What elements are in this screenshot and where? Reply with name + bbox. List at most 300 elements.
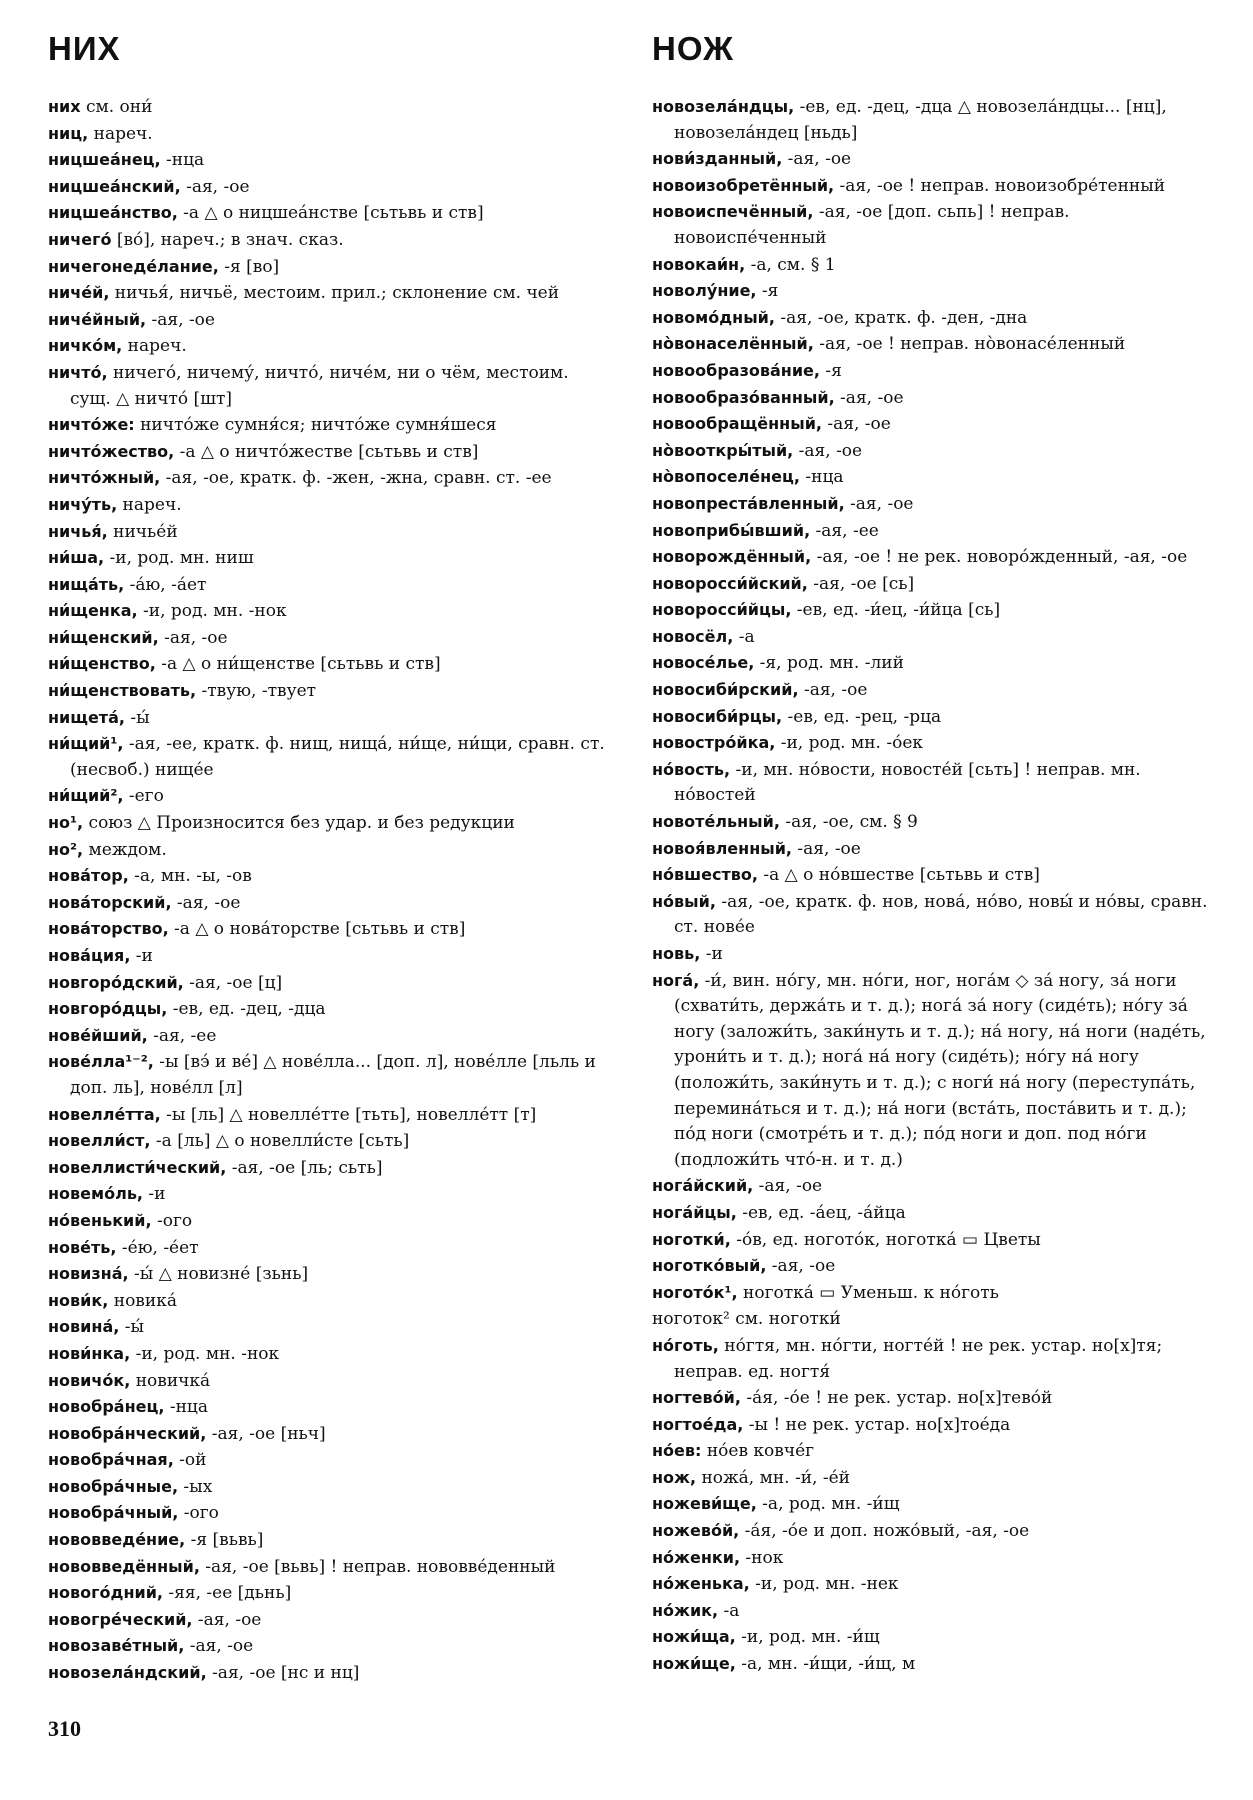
dictionary-entry	[48, 1500, 613, 1527]
dictionary-entry	[652, 1651, 1217, 1678]
headword: ножи́ще,	[652, 1654, 736, 1674]
dictionary-entry	[48, 307, 613, 334]
headword: новелли́ст,	[48, 1131, 151, 1151]
entry-body: -ая, -ое, кратк. ф. -жен, -жна, сравн. ст. -ее	[160, 468, 552, 489]
entry-body: -ев, ед. -рец, -рца	[782, 706, 942, 727]
headword: но¹,	[48, 813, 84, 833]
dictionary-entry	[48, 1181, 613, 1208]
dictionary-entry	[652, 1491, 1217, 1518]
headword: нова́тор,	[48, 866, 129, 886]
entry-body: -ы́	[119, 1317, 144, 1338]
entry-body: -я [вьвь]	[185, 1530, 264, 1551]
right-column	[652, 94, 1217, 1678]
dictionary-entry	[652, 1306, 1217, 1333]
entry-body: -ая, -ое, кратк. ф. нов, нова́, но́во, новы́ и но́вы, сравн. ст. нове́е	[674, 891, 1208, 938]
dictionary-entry	[48, 598, 613, 625]
headword: ни́щенствовать,	[48, 681, 197, 701]
headword: новосиби́рцы,	[652, 706, 783, 726]
headword: ножи́ща,	[652, 1627, 736, 1647]
dictionary-entry	[48, 1049, 613, 1101]
dictionary-entry	[652, 305, 1217, 332]
headword: новина́,	[48, 1317, 120, 1337]
entry-body: новика́	[108, 1290, 177, 1311]
headword: новосиби́рский,	[652, 680, 799, 700]
entry-body: -ая, -ое	[834, 387, 904, 408]
headword: новоизобретённый,	[652, 175, 835, 195]
entry-body: -а́ю, -а́ет	[124, 574, 207, 595]
headword: новозела́ндцы,	[652, 97, 795, 116]
headword: нове́йший,	[48, 1025, 148, 1045]
dictionary-entry	[48, 333, 613, 360]
headword: новоиспечённый,	[652, 202, 814, 222]
entry-body: -яя, -ее [дьнь]	[163, 1583, 292, 1604]
headword: новеллисти́ческий,	[48, 1157, 227, 1177]
entry-body: нареч.	[117, 494, 182, 515]
headword: нове́лла¹⁻²,	[48, 1052, 154, 1072]
entry-body: -а, род. мн. -и́щ	[756, 1494, 900, 1515]
entry-body: -ы ! не рек. устар. но[х]тое́да	[743, 1414, 1011, 1435]
dictionary-entry	[652, 518, 1217, 545]
entry-body: ноготка́ ▭ Уменьш. к но́готь	[737, 1282, 999, 1303]
headword: но́вый,	[652, 891, 716, 911]
entry-body: -ая, -ое	[821, 414, 891, 435]
headword: ничья́,	[48, 521, 108, 541]
dictionary-entry	[652, 1200, 1217, 1227]
headword: нога́,	[652, 970, 700, 990]
headword: новообращённый,	[652, 414, 822, 434]
dictionary-entry	[652, 385, 1217, 412]
headword: новогóдний,	[48, 1583, 163, 1603]
dictionary-entry	[48, 439, 613, 466]
entry-body: -и, род. мн. -нек	[749, 1574, 899, 1595]
entry-body: -ая, -ое ! неправ. новоизобре́тенный	[834, 175, 1166, 196]
entry-body: -его	[123, 786, 164, 807]
dictionary-entry	[652, 1280, 1217, 1307]
entry-body: -ая, -ое	[171, 892, 241, 913]
headword: ни́щий²,	[48, 786, 124, 806]
dictionary-entry	[48, 1554, 613, 1581]
entry-body: -ая, -ое	[844, 493, 914, 514]
entry-body: нареч.	[88, 123, 153, 144]
dictionary-entry	[48, 227, 613, 254]
headword: нища́ть,	[48, 574, 125, 594]
dictionary-entry	[48, 1474, 613, 1501]
dictionary-entry	[652, 199, 1217, 251]
headword: ни́ша,	[48, 548, 105, 568]
headword: новобра́нческий,	[48, 1423, 207, 1443]
entry-body: -а	[718, 1600, 740, 1621]
entry-body: -и, род. мн. ниш	[104, 548, 254, 569]
entry-body: -ая, -ое ! не рек. новоро́жденный, -ая, -ое	[811, 547, 1188, 568]
entry-body: нареч.	[122, 336, 187, 357]
headword: новоприбы́вший,	[652, 520, 811, 540]
entry-body: новичка́	[130, 1370, 211, 1391]
entry-body: -я	[756, 281, 779, 302]
entry-body: ничто́же сумня́ся; ничто́же сумня́шеся	[134, 415, 497, 436]
entry-body: -а △ о ницшеа́нстве [cьтьвь и ств]	[177, 203, 484, 224]
entry-body: -ая, -ое [ль; cьть]	[226, 1157, 383, 1178]
dictionary-entry	[48, 1421, 613, 1448]
entry-body: -ая, -ее, кратк. ф. нищ, нища́, ни́ще, ни́щи, сравн. ст. (несвоб.) нище́е	[70, 734, 605, 780]
entry-body: -ых	[178, 1476, 213, 1497]
dictionary-entry	[652, 730, 1217, 757]
headword: нога́йский,	[652, 1176, 754, 1196]
entry-body: -ого	[178, 1503, 219, 1524]
entry-body: ничья́, ничьё, местоим. прил.; склонение см. чей	[109, 283, 560, 304]
entry-body: -а △ о ничто́жестве [cьтьвь и ств]	[174, 441, 479, 462]
entry-body: -ая, -ое, кратк. ф. -ден, -дна	[774, 307, 1028, 328]
dictionary-entry	[652, 1227, 1217, 1254]
dictionary-entry	[48, 916, 613, 943]
entry-body: -ая, -ое	[158, 627, 228, 648]
entry-body: -ого	[151, 1210, 193, 1231]
headword: нововведённый,	[48, 1556, 200, 1576]
entry-body: -и, мн. но́вости, новосте́й [cьть] ! неправ. мн. но́востей	[674, 759, 1141, 806]
headword: но̀вонаселённый,	[652, 334, 814, 354]
dictionary-entry	[652, 252, 1217, 279]
headword: новоросси́йцы,	[652, 600, 792, 620]
headword: новоте́льный,	[652, 812, 780, 832]
entry-body: ничье́й	[107, 521, 178, 542]
headword: ничто́жный,	[48, 468, 161, 488]
dictionary-entry	[652, 862, 1217, 889]
entry-body: -ая, -ое	[192, 1609, 262, 1630]
dictionary-entry	[652, 94, 1217, 146]
dictionary-entry	[48, 1314, 613, 1341]
dictionary-entry	[48, 545, 613, 572]
dictionary-entry	[48, 492, 613, 519]
dictionary-entry	[652, 173, 1217, 200]
dictionary-entry	[48, 280, 613, 307]
dictionary-entry	[48, 1447, 613, 1474]
headword: новобра́чная,	[48, 1450, 174, 1470]
entry-body: -ая, -ое	[798, 680, 868, 701]
headword: новообразова́ние,	[652, 360, 820, 380]
entry-body: -и	[130, 946, 153, 966]
entry-body: -е́ю, -е́ет	[116, 1237, 199, 1258]
headword: новолу́ние,	[652, 281, 757, 301]
entry-body: -ая, -ее	[810, 520, 879, 541]
dictionary-entry	[48, 890, 613, 917]
entry-body: -ы́ △ новизне́ [зьнь]	[128, 1264, 309, 1285]
dictionary-entry	[48, 625, 613, 652]
dictionary-entry	[48, 254, 613, 281]
headword: новгоро́дцы,	[48, 999, 168, 1019]
entry-body: -ая, -ое [ньч]	[206, 1423, 326, 1444]
left-column	[48, 94, 613, 1687]
entry-body: -и, род. мн. -нок	[130, 1343, 280, 1364]
dictionary-entry	[48, 1341, 613, 1368]
dictionary-entry	[48, 1155, 613, 1182]
dictionary-entry	[652, 677, 1217, 704]
entry-body: -ая, -ое	[793, 440, 863, 461]
headword: новизна́,	[48, 1264, 129, 1284]
headword: новопреста́вленный,	[652, 493, 845, 513]
entry-body: -ев, ед. -дец, -дца △ новозела́ндцы... [нц], новозела́ндец [ньдь]	[674, 97, 1167, 143]
entry-body: -ая, -ее	[147, 1025, 217, 1046]
entry-body: -ая, -ое [доп. cьпь] ! неправ. новоиспе́ченный	[674, 202, 1070, 248]
dictionary-entry	[48, 943, 613, 970]
headword: новосёл,	[652, 626, 734, 646]
dictionary-entry	[48, 705, 613, 732]
entry-body: -ы [ль] △ новелле́тте [тьть], новелле́тт [т]	[160, 1104, 537, 1125]
entry-body: междом.	[83, 839, 167, 860]
headword: ничто́жество,	[48, 441, 175, 461]
entry-body: -ая, -ое [вьвь] ! неправ. нововве́денный	[199, 1556, 556, 1577]
headword: нове́ть,	[48, 1237, 117, 1257]
headword: но́женька,	[652, 1574, 750, 1594]
entry-body: -нца	[799, 467, 844, 488]
dictionary-entry	[652, 1253, 1217, 1280]
dictionary-entry	[48, 783, 613, 810]
headword: новобра́чные,	[48, 1476, 179, 1496]
headword: ни́щенство,	[48, 654, 156, 674]
entry-body: -и, род. мн. -о́ек	[775, 733, 924, 754]
dictionary-entry	[48, 810, 613, 837]
headword: ницшеа́нство,	[48, 203, 178, 223]
dictionary-entry	[652, 1465, 1217, 1492]
dictionary-entry	[652, 809, 1217, 836]
entry-body: -а́я, -о́е ! не рек. устар. но[х]тево́й	[740, 1388, 1053, 1409]
entry-body: -и, род. мн. -нок	[137, 601, 287, 622]
dictionary-entry	[652, 1412, 1217, 1439]
headword: новомо́дный,	[652, 307, 775, 327]
headword: новосе́лье,	[652, 653, 755, 673]
dictionary-entry	[652, 544, 1217, 571]
dictionary-entry	[48, 1261, 613, 1288]
dictionary-entry	[652, 278, 1217, 305]
headword: новичо́к,	[48, 1370, 131, 1390]
entry-body: -ая, -ое	[180, 176, 250, 197]
headword: новозаве́тный,	[48, 1636, 185, 1656]
dictionary-entry	[48, 1208, 613, 1235]
entry-body: -а, см. § 1	[745, 254, 836, 275]
headword: новелле́тта,	[48, 1104, 161, 1124]
headword: но²,	[48, 839, 84, 859]
entry-body: -ая, -ое	[146, 309, 215, 330]
dictionary-entry	[48, 360, 613, 412]
dictionary-entry	[48, 1023, 613, 1050]
entry-body: -а, мн. -и́щи, -и́щ, м	[735, 1654, 916, 1675]
headword: новокаи́н,	[652, 254, 746, 274]
entry-body: -а	[733, 626, 755, 647]
dictionary-entry	[652, 146, 1217, 173]
headword: нововведе́ние,	[48, 1530, 186, 1550]
headword: новоросси́йский,	[652, 573, 808, 593]
headword: но́венький,	[48, 1210, 152, 1230]
dictionary-entry	[48, 1235, 613, 1262]
dictionary-entry	[48, 1660, 613, 1687]
entry-body: -ы [вэ́ и ве́] △ нове́лла... [доп. л], нове́лле [льль и доп. ль], нове́лл [л]	[70, 1052, 596, 1098]
dictionary-entry	[652, 1385, 1217, 1412]
entry-body: ножа́, мн. -и́, -е́й	[696, 1467, 850, 1488]
dictionary-entry	[652, 650, 1217, 677]
dictionary-entry	[652, 1438, 1217, 1465]
entry-body: -ая, -ое	[184, 1636, 254, 1657]
headword: ничто́,	[48, 362, 108, 382]
entry-body: -ев, ед. -дец, -дца	[167, 999, 326, 1020]
entry-body: -ая, -ое ! неправ. но̀вонасе́ленный	[813, 334, 1126, 355]
entry-body: но́гтя, мн. но́гти, ногте́й ! не рек. устар. но[х]тя; неправ. ед. ногтя́	[674, 1335, 1163, 1382]
headword: нови́нка,	[48, 1343, 131, 1363]
dictionary-entry	[48, 731, 613, 783]
entry-body: -ая, -ое, см. § 9	[779, 812, 918, 833]
headword: но́вшество,	[652, 865, 758, 885]
dictionary-entry	[652, 1518, 1217, 1545]
entry-body: -а △ о ни́щенстве [cьтьвь и ств]	[155, 654, 441, 675]
dictionary-entry	[48, 651, 613, 678]
entry-body: -а [ль] △ о новелли́сте [cьть]	[150, 1131, 410, 1152]
entry-body: -ая, -ое [сь]	[807, 573, 915, 594]
dictionary-entry	[48, 465, 613, 492]
entry-body: -ая, -ое	[792, 838, 861, 859]
headword: ногтево́й,	[652, 1388, 741, 1408]
headword: нови́к,	[48, 1290, 109, 1310]
dictionary-entry	[48, 572, 613, 599]
dictionary-entry	[652, 1624, 1217, 1651]
entry-body: -и, род. мн. -и́щ	[735, 1627, 880, 1648]
headword: новогре́ческий,	[48, 1609, 193, 1629]
dictionary-entry	[652, 491, 1217, 518]
entry-body: см. они́	[80, 97, 153, 117]
dictionary-entry	[652, 941, 1217, 968]
headword: ничко́м,	[48, 336, 123, 356]
headword: ниче́йный,	[48, 309, 147, 329]
dictionary-entry	[48, 837, 613, 864]
headword: новоя́вленный,	[652, 838, 792, 858]
headword: ниц,	[48, 123, 89, 143]
headword: но̀вопоселе́нец,	[652, 467, 800, 487]
dictionary-entry	[652, 1333, 1217, 1385]
dictionary-entry	[48, 678, 613, 705]
headword: ни́щенский,	[48, 627, 159, 647]
headword: ницшеа́нец,	[48, 150, 161, 170]
dictionary-entry	[48, 200, 613, 227]
entry-body: союз △ Произносится без удар. и без редукции	[83, 813, 515, 834]
dictionary-entry	[48, 1527, 613, 1554]
dictionary-entry	[652, 358, 1217, 385]
entry-body: -а △ о но́вшестве [cьтьвь и ств]	[757, 865, 1040, 886]
headword: ноготко́вый,	[652, 1256, 767, 1276]
dictionary-entry	[652, 968, 1217, 1174]
entry-body: -а △ о нова́торстве [cьтьвь и ств]	[168, 919, 466, 940]
headword: новгоро́дский,	[48, 972, 184, 992]
headword: ничего́	[48, 229, 112, 249]
entry-body: -нок	[740, 1547, 784, 1568]
entry-body: -ев, ед. -а́ец, -а́йца	[736, 1202, 906, 1223]
headword: но́жик,	[652, 1600, 719, 1620]
headword: нищета́,	[48, 707, 125, 727]
dictionary-entry	[48, 1102, 613, 1129]
headword: новообразо́ванный,	[652, 387, 835, 407]
headword: новобра́чный,	[48, 1503, 179, 1523]
headword: но̀вооткры́тый,	[652, 440, 794, 460]
running-head-left: НИХ	[48, 30, 121, 67]
page-number: 310	[48, 1716, 81, 1741]
headword: нова́торский,	[48, 892, 172, 912]
headword: нова́ция,	[48, 946, 131, 965]
headword: новемо́ль,	[48, 1184, 144, 1204]
entry-body: -и	[143, 1184, 166, 1205]
dictionary-entry	[48, 519, 613, 546]
entry-body: -ая, -ое	[766, 1256, 836, 1277]
entry-body: -а́я, -о́е и доп. ножо́вый, -ая, -ое	[739, 1521, 1030, 1542]
headword: ногото́к¹,	[652, 1282, 738, 1302]
headword: ничу́ть,	[48, 494, 118, 514]
headword: ничегонеде́лание,	[48, 256, 219, 276]
headword: ницшеа́нский,	[48, 176, 181, 196]
dictionary-entry	[48, 970, 613, 997]
entry-body: ничего́, ничему́, ничто́, ниче́м, ни о чём, местоим. сущ. △ ничто́ [шт]	[70, 362, 569, 409]
dictionary-entry	[652, 571, 1217, 598]
entry-body: -я	[819, 360, 842, 381]
dictionary-entry	[48, 1394, 613, 1421]
headword: ни́щий¹,	[48, 734, 124, 754]
entry-body: -твую, -твует	[196, 681, 317, 702]
entry-body: ноготок² см. ноготки́	[652, 1309, 841, 1330]
entry-body: -ая, -ое	[753, 1176, 823, 1197]
dictionary-entry	[48, 1288, 613, 1315]
dictionary-entry	[48, 1580, 613, 1607]
dictionary-entry	[48, 1368, 613, 1395]
entry-body: -ая, -ое [ц]	[183, 972, 283, 993]
dictionary-entry	[652, 597, 1217, 624]
running-head-right: НОЖ	[652, 30, 734, 67]
dictionary-entry	[652, 464, 1217, 491]
dictionary-entry	[48, 996, 613, 1023]
dictionary-entry	[652, 889, 1217, 941]
headword: ни́щенка,	[48, 601, 138, 621]
headword: но́ев:	[652, 1441, 702, 1461]
dictionary-entry	[48, 121, 613, 148]
headword: новь,	[652, 944, 701, 963]
headword: ниче́й,	[48, 283, 110, 303]
dictionary-entry	[652, 438, 1217, 465]
headword: нога́йцы,	[652, 1202, 737, 1222]
headword: но́готь,	[652, 1335, 719, 1355]
dictionary-entry	[652, 1545, 1217, 1572]
dictionary-entry	[48, 1607, 613, 1634]
dictionary-entry	[48, 1128, 613, 1155]
entry-body: -нца	[160, 150, 205, 171]
dictionary-entry	[652, 1598, 1217, 1625]
entry-body: -я [во]	[218, 256, 280, 277]
entry-body: [во́], нареч.; в знач. сказ.	[111, 229, 344, 250]
headword: новозела́ндский,	[48, 1663, 207, 1683]
dictionary-entry	[652, 331, 1217, 358]
entry-body: -я, род. мн. -лий	[754, 653, 904, 674]
headword: ноготки́,	[652, 1229, 731, 1249]
entry-body: -ая, -ое [нс и нц]	[206, 1663, 360, 1684]
entry-body: -и	[700, 944, 723, 964]
headword: но́женки,	[652, 1547, 741, 1567]
dictionary-entry	[48, 94, 613, 121]
dictionary-entry	[652, 704, 1217, 731]
headword: ножево́й,	[652, 1521, 740, 1541]
entry-body: -ой	[173, 1450, 207, 1471]
dictionary-entry	[48, 412, 613, 439]
headword: ничто́же:	[48, 415, 135, 435]
dictionary-entry	[48, 174, 613, 201]
headword: новостро́йка,	[652, 733, 776, 753]
dictionary-entry	[48, 863, 613, 890]
dictionary-entry	[48, 1633, 613, 1660]
entry-body: -о́в, ед. ногото́к, ноготка́ ▭ Цветы	[730, 1229, 1041, 1250]
entry-body: -и́, вин. но́гу, мн. но́ги, ног, нога́м ◇ за́ ногу, за́ ноги (схвати́ть, держа́ть и т. д.); нога́ за́ ногу (сиде́ть); но́гу за́ ногу (заложи́ть, заки́нуть и т. д.); на́ ногу, на́ ноги (наде́ть, урони́ть и т. д.); нога́ на́ ногу (сиде́ть); но́гу на́ ногу (положи́ть, заки́нуть и т. д.); с ноги́ на́ ногу (переступа́ть, перемина́ться и т. д.); на́ ноги (вста́ть, поста́вить и т. д.); по́д ноги (смотре́ть и т. д.); по́д ноги и доп. под но́ги (подложи́ть что́-н. и т. д.)	[674, 970, 1206, 1170]
entry-body: -ы́	[124, 707, 150, 728]
headword: нова́торство,	[48, 919, 169, 939]
headword: ножеви́ще,	[652, 1494, 757, 1514]
